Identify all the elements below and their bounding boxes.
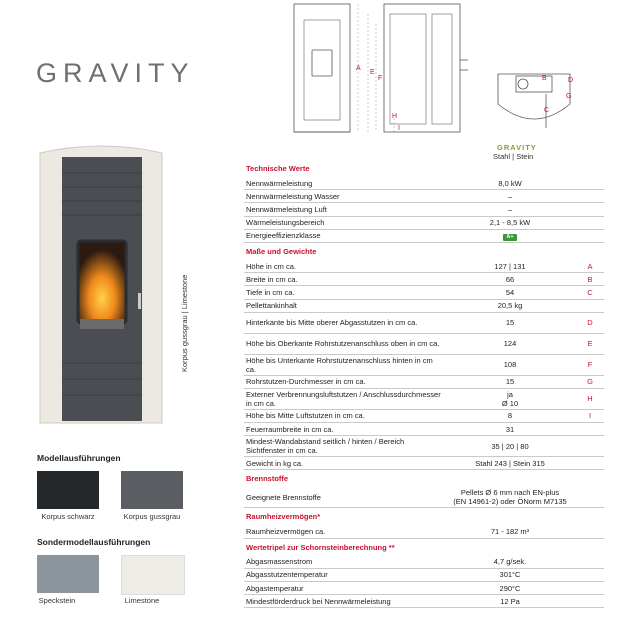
spec-section-title: Wertetripel zur Schornsteinberechnung **: [246, 542, 395, 552]
spec-label: Höhe bis Oberkante Rohrstutzenanschluss oben in cm ca.: [244, 333, 444, 354]
energy-class-badge: A+: [503, 234, 516, 241]
spec-section-header: [244, 508, 604, 526]
spec-label: Geeignete Brennstoffe: [244, 487, 444, 508]
product-title: GRAVITY: [36, 58, 195, 88]
spec-row: [244, 487, 604, 508]
spec-row: [244, 312, 604, 333]
spec-label: Abgasstutzentemperatur: [244, 568, 444, 581]
spec-section-header: [244, 160, 604, 177]
spec-row: [244, 556, 604, 569]
spec-label: Mindestförderdruck bei Nennwärmeleistung: [244, 595, 444, 608]
spec-dimension-letter: [576, 457, 604, 470]
spec-value: 54: [444, 286, 576, 299]
swatch-label: Speckstein: [38, 596, 76, 605]
spec-section-header: [244, 538, 604, 556]
dim-label-c: C: [544, 107, 550, 114]
spec-label: Gewicht in kg ca.: [244, 457, 444, 470]
spec-dimension-letter: [576, 595, 604, 608]
spec-value: 15: [444, 312, 576, 333]
spec-row: [244, 436, 604, 457]
spec-brand: GRAVITY: [497, 143, 537, 152]
spec-value: 15: [444, 375, 576, 388]
swatch-limestone: [121, 555, 185, 595]
spec-dimension-letter: [576, 436, 604, 457]
spec-label: Tiefe in cm ca.: [244, 286, 444, 299]
swatch-korpus-schwarz: [37, 471, 99, 509]
dim-label-h: H: [392, 113, 398, 120]
spec-row: [244, 299, 604, 312]
spec-label: Höhe bis Unterkante Rohrstutzenanschluss hinten in cm ca.: [244, 354, 444, 375]
dim-label-f: F: [378, 75, 383, 82]
spec-dimension-letter: B: [576, 273, 604, 286]
spec-row: [244, 375, 604, 388]
spec-dimension-letter: C: [576, 286, 604, 299]
spec-value: 71 - 182 m³: [444, 525, 576, 538]
spec-row: [244, 229, 604, 242]
spec-value: 108: [444, 354, 576, 375]
dim-label-a: A: [356, 65, 361, 72]
dim-label-b: B: [542, 75, 547, 82]
spec-label: Energieeffizienzklasse: [244, 229, 444, 242]
spec-dimension-letter: H: [576, 388, 604, 409]
spec-label: Wärmeleistungsbereich: [244, 216, 444, 229]
spec-row: [244, 582, 604, 595]
swatch-speckstein: [37, 555, 99, 593]
spec-dimension-letter: [576, 203, 604, 216]
spec-value: 124: [444, 333, 576, 354]
spec-row: [244, 388, 604, 409]
swatch-korpus-gussgrau: [121, 471, 183, 509]
spec-label: Externer Verbrennungsluftstutzen / Anschlussdurchmesser in cm ca.: [244, 388, 444, 409]
spec-dimension-letter: F: [576, 354, 604, 375]
spec-dimension-letter: [576, 299, 604, 312]
spec-label: Pellettankinhalt: [244, 299, 444, 312]
spec-section-header: [244, 470, 604, 488]
spec-label: Nennwärmeleistung: [244, 177, 444, 190]
spec-value: –: [444, 203, 576, 216]
spec-section-title: Maße und Gewichte: [246, 246, 317, 256]
models-heading: Modellausführungen: [37, 453, 121, 463]
spec-value: 2,1 - 8,5 kW: [444, 216, 576, 229]
spec-row: [244, 273, 604, 286]
spec-dimension-letter: D: [576, 312, 604, 333]
spec-label: Breite in cm ca.: [244, 273, 444, 286]
spec-value: 20,5 kg: [444, 299, 576, 312]
spec-dimension-letter: [576, 190, 604, 203]
spec-label: Abgastemperatur: [244, 582, 444, 595]
spec-row: [244, 409, 604, 422]
spec-value: 66: [444, 273, 576, 286]
spec-dimension-letter: [576, 582, 604, 595]
spec-label: Rohrstutzen-Durchmesser in cm ca.: [244, 375, 444, 388]
spec-dimension-letter: [576, 423, 604, 436]
spec-label: Raumheizvermögen ca.: [244, 525, 444, 538]
spec-dimension-letter: [576, 525, 604, 538]
spec-row: [244, 423, 604, 436]
spec-value: [444, 229, 576, 242]
spec-label: Höhe in cm ca.: [244, 260, 444, 273]
spec-value: 31: [444, 423, 576, 436]
dim-label-e: E: [370, 69, 375, 76]
spec-row: [244, 177, 604, 190]
spec-row: [244, 595, 604, 608]
spec-table: [244, 160, 604, 608]
spec-dimension-letter: I: [576, 409, 604, 422]
spec-value: –: [444, 190, 576, 203]
spec-value: 8,0 kW: [444, 177, 576, 190]
spec-label: Nennwärmeleistung Wasser: [244, 190, 444, 203]
spec-row: [244, 203, 604, 216]
swatch-label: Korpus gussgrau: [123, 512, 181, 521]
spec-label: Feuerraumbreite in cm ca.: [244, 423, 444, 436]
spec-row: [244, 457, 604, 470]
dim-label-i: I: [398, 125, 400, 132]
spec-dimension-letter: A: [576, 260, 604, 273]
spec-dimension-letter: E: [576, 333, 604, 354]
spec-section-title: Brennstoffe: [246, 474, 289, 484]
spec-value: ja Ø 10: [444, 388, 576, 409]
spec-section-title: Technische Werte: [246, 164, 310, 173]
spec-variant: Stahl | Stein: [493, 152, 534, 161]
spec-row: [244, 286, 604, 299]
spec-value: 4,7 g/sek.: [444, 556, 576, 569]
spec-section-header: [244, 242, 604, 260]
stove-caption: Korpus gussgrau | Limestone: [180, 274, 189, 372]
spec-value: 301°C: [444, 568, 576, 581]
spec-row: [244, 190, 604, 203]
spec-dimension-letter: [576, 229, 604, 242]
top-view-drawing: [492, 70, 582, 136]
spec-label: Hinterkante bis Mitte oberer Abgasstutzen in cm ca.: [244, 312, 444, 333]
spec-label: Abgasmassenstrom: [244, 556, 444, 569]
spec-row: [244, 354, 604, 375]
swatch-label: Korpus schwarz: [41, 512, 95, 521]
spec-dimension-letter: G: [576, 375, 604, 388]
spec-label: Mindest-Wandabstand seitlich / hinten / Bereich Sichtfenster in cm ca.: [244, 436, 444, 457]
swatch-label: Limestone: [124, 596, 160, 605]
spec-value: Stahl 243 | Stein 315: [444, 457, 576, 470]
spec-value: Pellets Ø 6 mm nach EN-plus (EN 14961-2) oder ÖNorm M7135: [444, 487, 576, 508]
spec-dimension-letter: [576, 487, 604, 508]
spec-row: [244, 216, 604, 229]
spec-label: Höhe bis Mitte Luftstutzen in cm ca.: [244, 409, 444, 422]
spec-value: 127 | 131: [444, 260, 576, 273]
spec-value: 290°C: [444, 582, 576, 595]
spec-row: [244, 333, 604, 354]
front-side-drawing: [280, 0, 485, 140]
spec-value: 12 Pa: [444, 595, 576, 608]
spec-dimension-letter: [576, 216, 604, 229]
spec-dimension-letter: [576, 568, 604, 581]
spec-value: 8: [444, 409, 576, 422]
dim-label-g: G: [566, 93, 572, 100]
dim-label-d: D: [568, 77, 574, 84]
spec-row: [244, 525, 604, 538]
spec-section-title: Raumheizvermögen*: [246, 512, 321, 522]
special-heading: Sondermodellausführungen: [37, 537, 151, 547]
spec-value: 35 | 20 | 80: [444, 436, 576, 457]
spec-row: [244, 568, 604, 581]
spec-dimension-letter: [576, 556, 604, 569]
spec-dimension-letter: [576, 177, 604, 190]
spec-row: [244, 260, 604, 273]
stove-image: [38, 143, 164, 425]
spec-label: Nennwärmeleistung Luft: [244, 203, 444, 216]
